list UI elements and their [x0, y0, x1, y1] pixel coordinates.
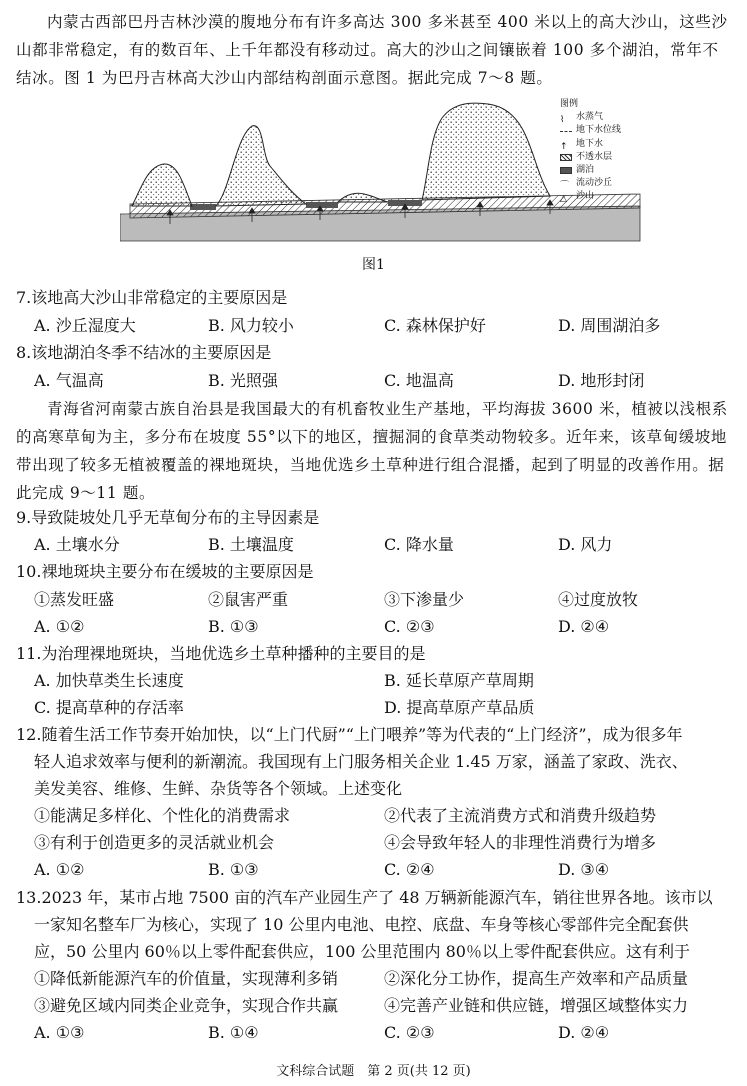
option-a[interactable]: A. 气温高: [34, 371, 104, 390]
statement-2: ②深化分工协作，提高生产效率和产品质量: [384, 969, 689, 988]
legend-item-impermeable: 不透水层: [560, 151, 621, 164]
option-d[interactable]: D. 周围湖泊多: [558, 316, 661, 335]
option-c[interactable]: C. 提高草种的存活率: [34, 698, 184, 717]
option-d[interactable]: D. 地形封闭: [558, 371, 645, 390]
question-10-options: [34, 615, 734, 639]
legend-item-sand-mountain: △ 沙山: [560, 191, 595, 205]
legend-item-groundwater: ↑ 地下水: [560, 138, 604, 152]
option-a[interactable]: A. 加快草类生长速度: [34, 671, 184, 690]
question-9-stem: 9.导致陡坡处几乎无草甸分布的主导因素是: [16, 508, 320, 527]
option-b[interactable]: B. 光照强: [208, 371, 278, 390]
question-7-options: [34, 314, 734, 338]
option-c[interactable]: C. ②③: [384, 1023, 435, 1042]
dune-4: [422, 103, 550, 200]
statement-3: ③下渗量少: [384, 590, 465, 609]
option-d[interactable]: D. 风力: [558, 535, 613, 554]
option-a[interactable]: A. ①③: [34, 1023, 85, 1042]
question-13-stem-line1: 13.2023 年，某市占地 7500 亩的汽车产业园生产了 48 万辆新能源汽车，销往世界各地。该市以: [16, 888, 713, 907]
dune-3: [338, 193, 388, 202]
option-b[interactable]: B. ①③: [208, 617, 259, 636]
question-10-stem: 10.裸地斑块主要分布在缓坡的主要原因是: [16, 562, 314, 581]
question-11-options-row2: [34, 696, 734, 720]
dune-2: [216, 126, 306, 206]
intro-passage-grassland: 青海省河南蒙古族自治县是我国最大的有机畜牧业生产基地，平均海拔 3600 米，植被以浅根系的高寒草甸为主，多分布在坡度 55°以下的地区，擅掘洞的食草类动物较多。近年来，该草甸缓坡地带出现了较多无植被覆盖的裸地斑块，当地优选乡土草种进行组合混播，起到了明显的改善作用。据此完成 9～11 题。: [16, 400, 728, 502]
question-12-items-row1: [34, 804, 734, 828]
option-d[interactable]: D. ③④: [558, 860, 610, 879]
option-a[interactable]: A. 土壤水分: [34, 535, 120, 554]
figure-legend: [560, 98, 621, 204]
statement-3: ③有利于创造更多的灵活就业机会: [34, 833, 275, 852]
statement-1: ①降低新能源汽车的价值量，实现薄利多销: [34, 969, 339, 988]
option-b[interactable]: B. ①③: [208, 860, 259, 879]
statement-2: ②鼠害严重: [208, 590, 289, 609]
option-a[interactable]: A. 沙丘湿度大: [34, 316, 136, 335]
option-c[interactable]: C. 地温高: [384, 371, 454, 390]
statement-4: ④完善产业链和供应链，增强区域整体实力: [384, 996, 689, 1015]
question-11-options-row1: [34, 669, 734, 693]
statement-3: ③避免区域内同类企业竞争，实现合作共赢: [34, 996, 339, 1015]
legend-item-lake: 湖泊: [560, 164, 621, 177]
legend-title: 图例: [560, 99, 579, 109]
question-13-stem-line3: 应，50 公里内 60％以上零件配套供应，100 公里范围内 80％以上零件配套供应。这有利于: [34, 942, 690, 961]
option-a[interactable]: A. ①②: [34, 617, 85, 636]
legend-item-moving-dune: ⌒ 流动沙丘: [560, 178, 613, 192]
question-8-stem: 8.该地湖泊冬季不结冰的主要原因是: [16, 343, 272, 362]
statement-4: ④过度放牧: [558, 590, 639, 609]
option-b[interactable]: B. 土壤温度: [208, 535, 294, 554]
statement-1: ①蒸发旺盛: [34, 590, 115, 609]
question-7-stem: 7.该地高大沙山非常稳定的主要原因是: [16, 288, 288, 307]
option-b[interactable]: B. 风力较小: [208, 316, 294, 335]
question-13-items-row1: [34, 967, 734, 991]
question-10-items: [34, 588, 734, 612]
statement-4: ④会导致年轻人的非理性消费行为增多: [384, 833, 657, 852]
figure-caption: 图1: [362, 257, 385, 273]
option-a[interactable]: A. ①②: [34, 860, 85, 879]
question-12-stem-line1: 12.随着生活工作节奏开始加快，以“上门代厨”“上门喂养”等为代表的“上门经济”，成为很多年: [16, 725, 683, 744]
page-footer: 文科综合试题 第 2 页(共 12 页): [276, 1064, 471, 1079]
question-8-options: [34, 369, 734, 393]
option-c[interactable]: C. 降水量: [384, 535, 454, 554]
question-12-stem-line2: 轻人追求效率与便利的新潮流。我国现有上门服务相关企业 1.45 万家，涵盖了家政、洗衣、: [34, 752, 688, 771]
option-d[interactable]: D. ②④: [558, 1023, 610, 1042]
question-12-items-row2: [34, 831, 734, 855]
question-9-options: [34, 533, 734, 557]
lake-2: [306, 202, 338, 208]
question-13-stem-line2: 一家知名整车厂为核心，实现了 10 公里内电池、电控、底盘、车身等核心零部件完全配套供: [34, 915, 689, 934]
option-b[interactable]: B. 延长草原产草周期: [384, 671, 534, 690]
intro-passage-dunes: 内蒙古西部巴丹吉林沙漠的腹地分布有许多高达 300 多米甚至 400 米以上的高大沙山，这些沙山都非常稳定，有的数百年、上千年都没有移动过。高大的沙山之间镶嵌着 100 多个湖泊，常年不结冰。图 1 为巴丹吉林高大沙山内部结构剖面示意图。据此完成 7～8 题。: [16, 13, 728, 87]
question-13-options: [34, 1021, 734, 1045]
dune-1: [132, 164, 192, 206]
option-c[interactable]: C. 森林保护好: [384, 316, 486, 335]
question-12-options: [34, 858, 734, 882]
statement-1: ①能满足多样化、个性化的消费需求: [34, 806, 291, 825]
statement-2: ②代表了主流消费方式和消费升级趋势: [384, 806, 657, 825]
question-13-items-row2: [34, 994, 734, 1018]
option-c[interactable]: C. ②③: [384, 617, 435, 636]
question-11-stem: 11.为治理裸地斑块，当地优选乡土草种播种的主要目的是: [16, 644, 426, 663]
option-d[interactable]: D. ②④: [558, 617, 610, 636]
option-d[interactable]: D. 提高草原产草品质: [384, 698, 535, 717]
option-b[interactable]: B. ①④: [208, 1023, 259, 1042]
option-c[interactable]: C. ②④: [384, 860, 435, 879]
legend-item-watertable: 地下水位线: [560, 124, 621, 137]
legend-item-vapor: ⌇ 水蒸气: [560, 112, 604, 126]
question-12-stem-line3: 美发美容、维修、生鲜、杂货等各个领域。上述变化: [34, 779, 403, 798]
lake-1: [190, 204, 216, 210]
